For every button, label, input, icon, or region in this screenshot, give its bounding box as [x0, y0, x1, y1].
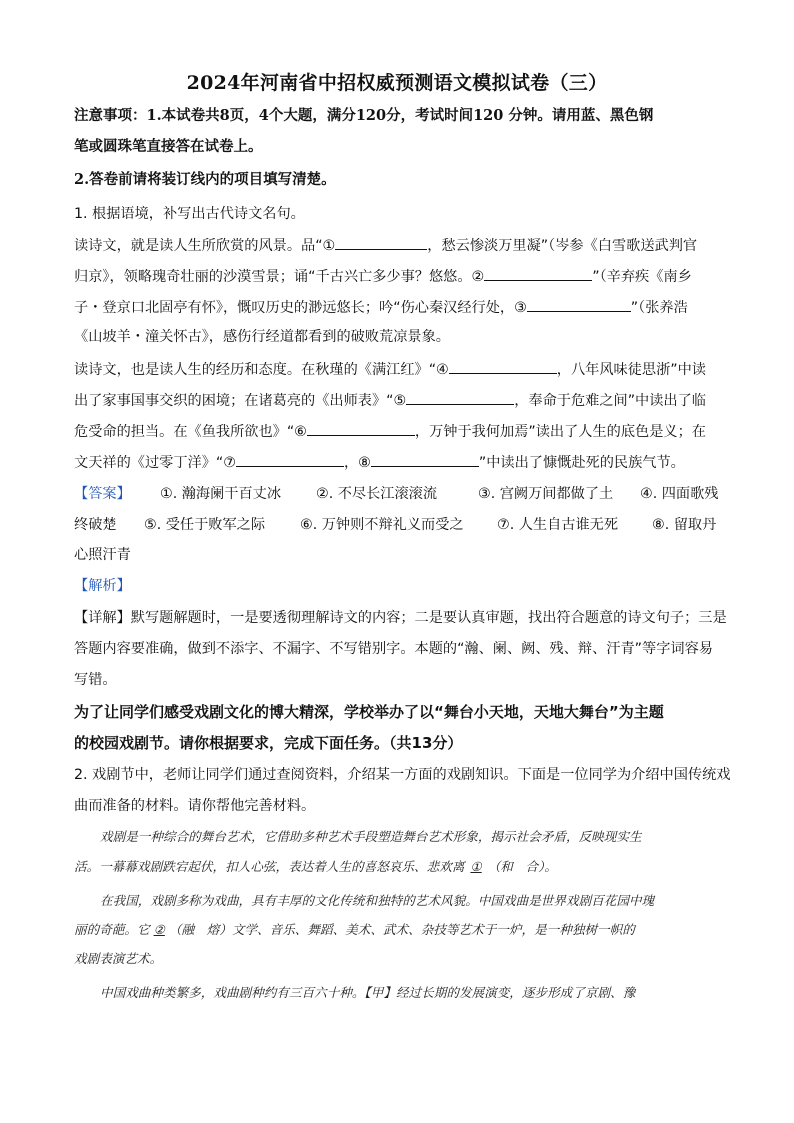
blank-6[interactable] [307, 420, 415, 436]
blank-7[interactable] [236, 451, 344, 467]
blank-2[interactable] [484, 265, 592, 281]
q1-text: 读诗文，就是读人生所欣赏的风景。品“① [74, 238, 336, 254]
q2-stem-line-1: 2. 戏剧节中，老师让同学们通过查阅资料，介绍某一方面的戏剧知识。下面是一位同学为介绍中国传统戏 [74, 767, 731, 783]
answer-item: ①. 瀚海阑干百丈冰 [160, 486, 282, 502]
q1-text: ”中读出了慷慨赴死的民族气节。 [478, 455, 685, 471]
answer-item: 心照汗青 [74, 547, 131, 563]
detail-line-3: 写错。 [74, 672, 117, 688]
analysis-label: 【解析】 [74, 578, 131, 594]
notice-line-2: 笔或圆珠笔直接答在试卷上。 [74, 138, 263, 155]
answer-item: ⑧. 留取丹 [652, 517, 717, 533]
answer-item: ②. 不尽长江滚滚流 [316, 486, 438, 502]
q1-text: 出了家事国事交织的困境；在诸葛亮的《出师表》“⑤ [74, 393, 407, 409]
material-line-5: 戏剧表演艺术。 [74, 951, 163, 966]
detail-line-1: 【详解】默写题解题时，一是要透彻理解诗文的内容；二是要认真审题，找出符合题意的诗文句子；三是 [74, 610, 727, 626]
answer-item: ③. 宫阙万间都做了土 [478, 486, 614, 502]
q1-para1-line3 [74, 296, 724, 318]
section-intro-line-1: 为了让同学们感受戏剧文化的博大精深，学校举办了以“舞台小天地，天地大舞台”为主题 [74, 703, 664, 721]
q1-text: ”（辛弃疾《南乡 [592, 269, 692, 285]
material-text: 活。一幕幕戏剧跌宕起伏，扣人心弦，表达着人生的喜怒哀乐、悲欢离 [74, 859, 465, 874]
q1-text: ，万钟于我何加焉”读出了人生的底色是义；在 [414, 424, 706, 440]
notice-line-1: 注意事项：1.本试卷共8页，4个大题，满分120分，考试时间120 分钟。请用蓝、黑色钢 [74, 107, 654, 124]
q1-para1-line2 [74, 265, 724, 287]
blank-3[interactable] [527, 296, 631, 312]
answer-item: ④. 四面歌残 [640, 486, 719, 502]
q1-text: 归京》，领略瑰奇壮丽的沙漠雪景；诵“千古兴亡多少事？悠悠。② [74, 269, 485, 285]
answer-label: 【答案】 [74, 486, 131, 502]
q1-text: ，奉命于危难之间”中读出了临 [514, 393, 706, 409]
material-line-6: 中国戏曲种类繁多，戏曲剧种约有三百六十种。【甲】经过长期的发展演变，逐步形成了京剧、豫 [100, 985, 636, 1000]
material-text: （和 合）。 [487, 859, 557, 874]
answer-item: ⑤. 受任于败军之际 [144, 517, 266, 533]
q1-text: 文天祥的《过零丁洋》“⑦ [74, 455, 236, 471]
blank-label-1[interactable]: ① [470, 859, 482, 874]
q1-text: 读诗文，也是读人生的经历和态度。在秋瑾的《满江红》“④ [74, 362, 449, 378]
answer-item: ⑥. 万钟则不辩礼义而受之 [300, 517, 464, 533]
q1-para2-line3 [74, 420, 724, 442]
blank-label-2[interactable]: ② [153, 922, 165, 937]
q1-stem: 1. 根据语境，补写出古代诗文名句。 [74, 206, 305, 222]
blank-8[interactable] [371, 451, 479, 467]
blank-1[interactable] [335, 234, 427, 250]
material-line-1: 戏剧是一种综合的舞台艺术，它借助多种艺术手段塑造舞台艺术形象，揭示社会矛盾，反映现实生 [100, 829, 642, 844]
material-text: （融 熔）文学、音乐、舞蹈、美术、武术、杂技等艺术于一炉，是一种独树一帜的 [168, 922, 635, 937]
q1-text: 子・登京口北固亭有怀》，慨叹历史的渺远悠长；吟“伤心秦汉经行处，③ [74, 300, 527, 316]
material-line-2 [74, 858, 724, 876]
q1-text: ”（张养浩 [630, 300, 688, 316]
answer-item: ⑦. 人生自古谁无死 [497, 517, 619, 533]
blank-5[interactable] [406, 389, 514, 405]
material-line-4 [74, 921, 724, 939]
q1-para1-line1 [74, 234, 724, 256]
q1-para2-line1 [74, 358, 724, 380]
q1-para2-line4 [74, 451, 724, 473]
blank-4[interactable] [449, 358, 557, 374]
material-text: 丽的奇葩。它 [74, 922, 150, 937]
detail-line-2: 答题内容要准确，做到不添字、不漏字、不写错别字。本题的“瀚、阑、阙、残、辩、汗青”等字词容易 [74, 641, 713, 657]
answer-item: 终破楚 [74, 517, 117, 533]
q1-text: ，⑧ [343, 455, 371, 471]
section-intro-line-2: 的校园戏剧节。请你根据要求，完成下面任务。（共13分） [74, 734, 463, 752]
q1-para1-line4: 《山坡羊・潼关怀古》，感伤行经道都看到的破败荒凉景象。 [74, 329, 450, 345]
q1-para2-line2 [74, 389, 724, 411]
notice-line-3: 2.答卷前请将装订线内的项目填写清楚。 [74, 171, 336, 188]
q1-text: ，八年风味徒思浙”中读 [556, 362, 706, 378]
q1-text: 危受命的担当。在《鱼我所欲也》“⑥ [74, 424, 307, 440]
q2-stem-line-2: 曲而准备的材料。请你帮他完善材料。 [74, 798, 316, 814]
q1-text: ，愁云惨淡万里凝”（岑参《白雪歌送武判官 [427, 238, 698, 254]
material-line-3: 在我国，戏剧多称为戏曲，具有丰厚的文化传统和独特的艺术风貌。中国戏曲是世界戏剧百花园中瑰 [100, 893, 655, 908]
page-title: 2024年河南省中招权威预测语文模拟试卷（三） [186, 72, 608, 94]
